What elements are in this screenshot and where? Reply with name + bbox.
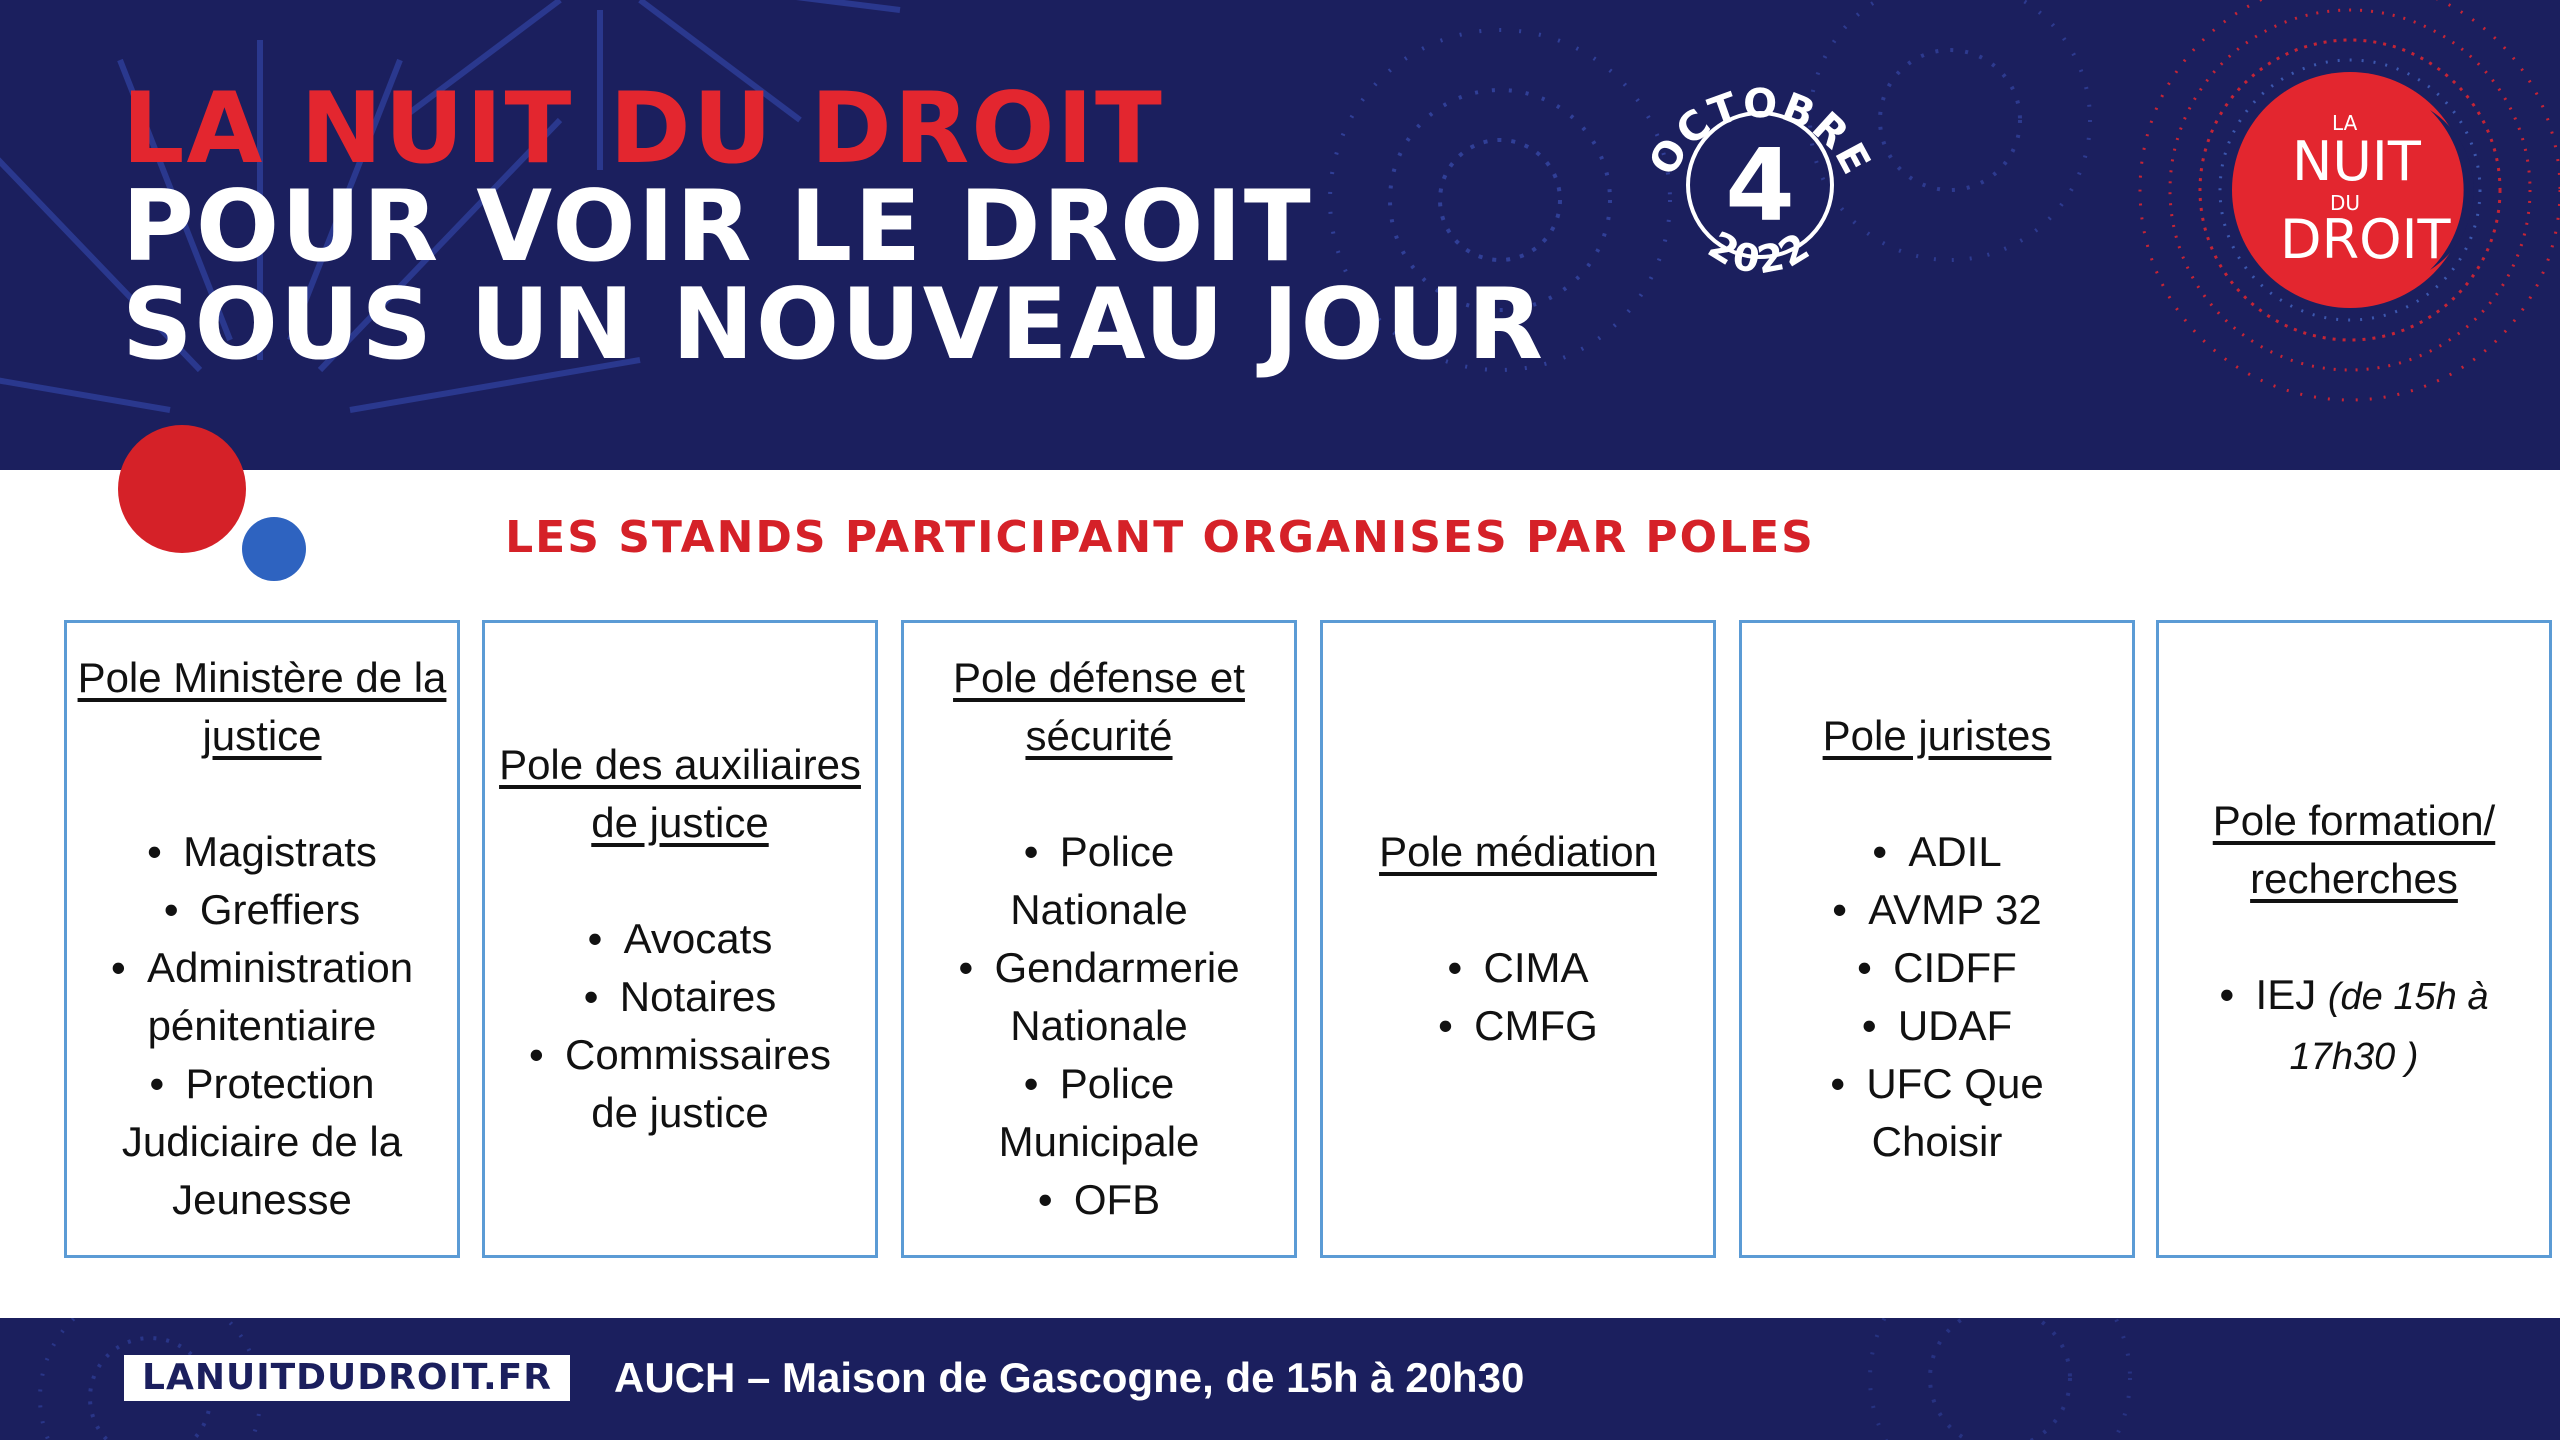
list-item: • Police Municipale xyxy=(998,1060,1200,1165)
pole-title: Pole juristes xyxy=(1822,712,2052,759)
pole-card-formation xyxy=(2156,620,2552,1258)
list-item: • UDAF xyxy=(1861,1002,2013,1049)
list-item: • Greffiers xyxy=(163,886,361,933)
pole-card-auxiliaires xyxy=(482,620,878,1258)
pole-title: Pole défense et sécurité xyxy=(953,654,1245,759)
schedule-note: (de 15h à 17h30 ) xyxy=(2289,976,2489,1078)
list-item: • OFB xyxy=(1037,1176,1161,1223)
pole-card-juristes xyxy=(1739,620,2135,1258)
date-year: 2022 xyxy=(1700,222,1820,283)
website-link[interactable]: LANUITDUDROIT.FR xyxy=(124,1355,570,1401)
logo-text-du: DU xyxy=(2330,191,2361,215)
header-banner xyxy=(0,0,2560,470)
pole-list xyxy=(912,823,1286,1229)
logo-text-droit: DROIT xyxy=(2280,208,2451,271)
pole-card-defense xyxy=(901,620,1297,1258)
pole-title: Pole des auxiliaires de justice xyxy=(499,741,861,846)
pole-list xyxy=(493,910,867,1142)
pole-list xyxy=(1438,939,1598,1055)
list-item: • UFC Que Choisir xyxy=(1830,1060,2044,1165)
list-item: • IEJ (de 15h à 17h30 ) xyxy=(2219,971,2489,1078)
list-item: • Avocats xyxy=(587,915,773,962)
pole-title: Pole Ministère de la justice xyxy=(77,654,447,759)
list-item: • Protection Judiciaire de la Jeunesse xyxy=(121,1060,403,1223)
tagline-line-1: POUR VOIR LE DROIT xyxy=(122,170,1313,284)
list-item: • CMFG xyxy=(1438,1002,1598,1049)
pole-title: Pole formation/ recherches xyxy=(2212,797,2496,902)
footer-banner xyxy=(0,1318,2560,1440)
pole-list xyxy=(2167,966,2541,1086)
date-day: 4 xyxy=(1725,127,1795,244)
list-item: • Police Nationale xyxy=(1010,828,1188,933)
pole-list xyxy=(75,823,449,1229)
pole-title: Pole médiation xyxy=(1379,828,1657,875)
pole-card-justice xyxy=(64,620,460,1258)
pole-list xyxy=(1750,823,2124,1171)
list-item: • Magistrats xyxy=(147,828,377,875)
event-location-time: AUCH – Maison de Gascogne, de 15h à 20h30 xyxy=(614,1354,1525,1401)
pole-card-mediation xyxy=(1320,620,1716,1258)
tagline-line-2: SOUS UN NOUVEAU JOUR xyxy=(122,268,1545,382)
list-item: • Administration pénitentiaire xyxy=(110,944,414,1049)
list-item: • CIDFF xyxy=(1857,944,2017,991)
section-title: LES STANDS PARTICIPANT ORGANISES PAR POLES xyxy=(505,512,1815,563)
event-name: LA NUIT DU DROIT xyxy=(122,72,1164,186)
list-item: • CIMA xyxy=(1447,944,1589,991)
logo-text-la: LA xyxy=(2332,111,2358,135)
list-item: • Notaires xyxy=(583,973,777,1020)
logo-text-nuit: NUIT xyxy=(2292,130,2421,193)
list-item: • ADIL xyxy=(1872,828,2002,875)
date-badge xyxy=(1640,60,1880,300)
list-item: • Gendarmerie Nationale xyxy=(958,944,1240,1049)
list-item: • Commissaires de justice xyxy=(528,1031,832,1136)
list-item: • AVMP 32 xyxy=(1832,886,2042,933)
date-month: OCTOBRE xyxy=(1640,80,1880,184)
event-logo xyxy=(2110,0,2560,440)
